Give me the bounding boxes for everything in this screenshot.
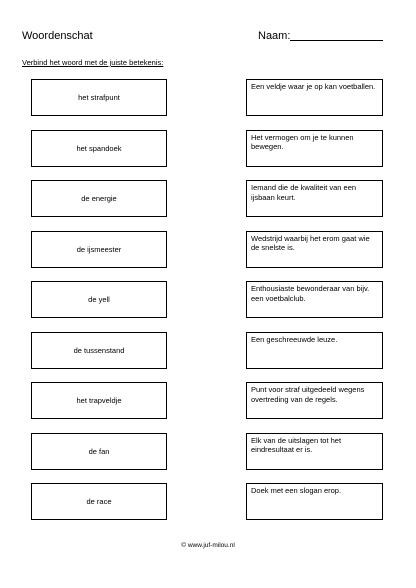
meaning-box[interactable] xyxy=(246,433,383,470)
meaning-text: Iemand die de kwaliteit van een ijsbaan keurt. xyxy=(251,183,357,202)
meaning-text: Een geschreeuwde leuze. xyxy=(251,334,338,344)
meaning-box[interactable] xyxy=(246,180,383,217)
word-box[interactable] xyxy=(31,382,167,419)
name-line xyxy=(290,40,383,41)
word-label: de ijsmeester xyxy=(76,244,122,254)
meaning-text: Wedstrijd waarbij het erom gaat wie de snelste is. xyxy=(251,233,370,252)
meaning-box[interactable] xyxy=(246,382,383,419)
meaning-box[interactable] xyxy=(246,79,383,116)
meaning-box[interactable] xyxy=(246,281,383,318)
meaning-box[interactable] xyxy=(246,231,383,268)
meaning-box[interactable] xyxy=(246,483,383,520)
word-box[interactable] xyxy=(31,79,167,116)
meaning-text: Elk van de uitslagen tot het eindresultaat er is. xyxy=(251,435,342,454)
meaning-text: Het vermogen om je te kunnen bewegen. xyxy=(251,132,354,151)
word-box[interactable] xyxy=(31,483,167,520)
meaning-text: Doek met een slogan erop. xyxy=(251,486,342,495)
meaning-text: Een veldje waar je op kan voetballen. xyxy=(251,82,376,91)
meaning-box[interactable] xyxy=(246,332,383,369)
meaning-box[interactable] xyxy=(246,130,383,167)
word-label: de fan xyxy=(88,446,110,456)
worksheet-title: Woordenschat xyxy=(22,30,93,42)
word-box[interactable] xyxy=(31,130,167,167)
word-box[interactable] xyxy=(31,231,167,268)
word-box[interactable] xyxy=(31,281,167,318)
word-box[interactable] xyxy=(31,180,167,217)
word-label: het strafpunt xyxy=(78,93,120,102)
word-box[interactable] xyxy=(31,332,167,369)
word-label: de tussenstand xyxy=(73,345,125,355)
copyright-footer: © www.juf-milou.nl xyxy=(181,542,235,549)
meaning-text: Enthousiaste bewonderaar van bijv. een voetbalclub. xyxy=(251,284,370,303)
name-label: Naam: xyxy=(258,30,291,42)
word-label: de energie xyxy=(81,194,117,203)
instruction-text: Verbind het woord met de juiste betekenis: xyxy=(22,58,164,67)
meaning-text: Punt voor straf uitgedeeld wegens overtreding van de regels. xyxy=(251,385,365,404)
word-label: de race xyxy=(86,497,112,506)
word-box[interactable] xyxy=(31,433,167,470)
word-label: het spandoek xyxy=(76,143,122,153)
word-label: het trapveldje xyxy=(76,396,122,405)
word-label: de yell xyxy=(88,295,110,304)
